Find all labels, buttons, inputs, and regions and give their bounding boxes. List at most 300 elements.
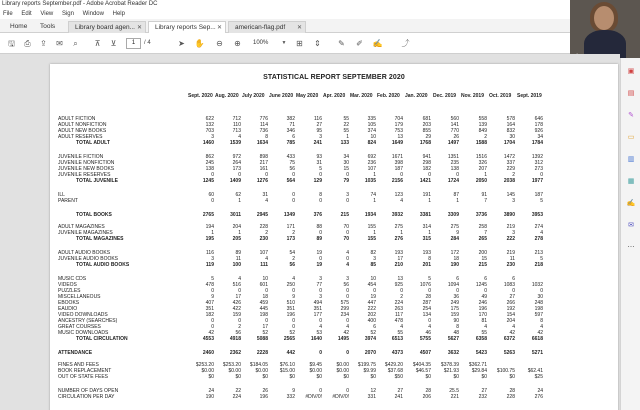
table-cell: 0 bbox=[319, 230, 322, 236]
chevron-down-icon[interactable]: ▼ bbox=[281, 40, 287, 46]
table-cell: $378.39 bbox=[440, 362, 459, 368]
row-label: TOTAL JUVENILE bbox=[76, 178, 118, 184]
table-cell: $25 bbox=[534, 374, 543, 380]
page-total: / 4 bbox=[144, 40, 151, 46]
table-cell: 56 bbox=[289, 262, 295, 268]
table-cell: 182 bbox=[205, 312, 214, 318]
table-cell: 204 bbox=[232, 224, 241, 230]
table-cell: 1032 bbox=[531, 282, 543, 288]
table-cell: 0 bbox=[292, 198, 295, 204]
table-cell: 1934 bbox=[364, 212, 376, 218]
tab-document-library-reports[interactable] bbox=[148, 21, 226, 33]
menu-file[interactable]: File bbox=[3, 11, 13, 17]
table-cell: 27 bbox=[481, 388, 487, 394]
table-cell: $0.00 bbox=[309, 368, 322, 374]
table-cell: 4507 bbox=[419, 350, 431, 356]
table-cell: 558 bbox=[478, 116, 487, 122]
row-label: PARENT bbox=[58, 198, 78, 204]
table-cell: 274 bbox=[534, 224, 543, 230]
table-cell: 177 bbox=[313, 312, 322, 318]
table-cell: 6618 bbox=[531, 336, 543, 342]
more-tools-icon[interactable]: ⋯ bbox=[627, 244, 635, 251]
menu-edit[interactable]: Edit bbox=[21, 11, 32, 17]
search-icon[interactable]: ⌕ bbox=[73, 39, 78, 48]
table-cell: $253.20 bbox=[195, 362, 214, 368]
row-label: ADULT NONFICTION bbox=[58, 122, 107, 128]
month-header: Jan. 2020 bbox=[405, 93, 428, 99]
select-cursor-icon[interactable]: ➤ bbox=[178, 39, 185, 48]
table-cell: 5 bbox=[428, 276, 431, 282]
table-cell: 4 bbox=[428, 324, 431, 330]
table-cell: 11 bbox=[509, 256, 515, 262]
table-cell: 18 bbox=[453, 256, 459, 262]
table-cell: $50 bbox=[394, 374, 403, 380]
table-cell: 175 bbox=[450, 306, 459, 312]
table-cell: 4 bbox=[400, 324, 403, 330]
table-cell: 3890 bbox=[503, 212, 515, 218]
table-cell: 1634 bbox=[256, 140, 268, 146]
table-cell: 4 bbox=[346, 250, 349, 256]
pen-icon[interactable]: ✐ bbox=[356, 39, 363, 48]
report-title: STATISTICAL REPORT SEPTEMBER 2020 bbox=[263, 74, 405, 81]
table-cell: 3 bbox=[319, 294, 322, 300]
row-label: TOTAL MAGAZINES bbox=[76, 236, 124, 242]
row-label: JUVENILE MAGAZINES bbox=[58, 230, 113, 236]
table-cell: $0 bbox=[370, 374, 376, 380]
table-cell: 1588 bbox=[475, 140, 487, 146]
month-header: May 2020 bbox=[296, 93, 319, 99]
table-cell: 138 bbox=[205, 166, 214, 172]
row-label: BOOK REPLACEMENT bbox=[58, 368, 112, 374]
table-cell: $404.35 bbox=[412, 362, 431, 368]
table-cell: 15 bbox=[481, 256, 487, 262]
export-pdf-icon[interactable]: ▣ bbox=[627, 68, 635, 75]
table-cell: 5 bbox=[540, 198, 543, 204]
tab-document-agenda[interactable] bbox=[68, 21, 146, 33]
table-cell: 4 bbox=[292, 276, 295, 282]
table-cell: $0 bbox=[343, 374, 349, 380]
table-cell: 478 bbox=[394, 318, 403, 324]
table-cell: 117 bbox=[395, 312, 403, 318]
table-cell: 3953 bbox=[531, 212, 543, 218]
table-cell: 855 bbox=[422, 128, 431, 134]
table-cell: 258 bbox=[478, 224, 487, 230]
table-cell: 2 bbox=[512, 172, 515, 178]
tab-home[interactable]: Home bbox=[10, 23, 28, 30]
table-cell: 187 bbox=[394, 166, 403, 172]
table-cell: 232 bbox=[478, 394, 487, 400]
table-cell: 19 bbox=[370, 294, 376, 300]
table-cell: 141 bbox=[450, 122, 459, 128]
share-icon[interactable]: ⤴ bbox=[401, 39, 410, 48]
table-cell: 4 bbox=[400, 198, 403, 204]
table-cell: 2 bbox=[400, 294, 403, 300]
row-label: ADULT FICTION bbox=[58, 116, 96, 122]
table-cell: 19 bbox=[316, 262, 322, 268]
month-header: Feb. 2020 bbox=[377, 93, 400, 99]
table-cell: 1035 bbox=[364, 178, 376, 184]
table-cell: 7 bbox=[484, 230, 487, 236]
row-label: TOTAL ADULT bbox=[76, 140, 110, 146]
table-cell: $253.20 bbox=[222, 362, 241, 368]
table-cell: 187 bbox=[534, 192, 543, 198]
zoom-level[interactable]: 100% bbox=[253, 40, 269, 46]
table-cell: 192 bbox=[506, 306, 515, 312]
table-cell: 284 bbox=[450, 236, 459, 242]
fit-page-icon[interactable]: ⊞ bbox=[296, 39, 303, 48]
table-cell: 925 bbox=[394, 282, 403, 288]
right-tools-panel bbox=[620, 58, 640, 410]
table-cell: 1351 bbox=[447, 154, 459, 160]
table-cell: 3309 bbox=[447, 212, 459, 218]
table-cell: 0 bbox=[428, 172, 431, 178]
table-cell: 82 bbox=[370, 250, 376, 256]
table-cell: $15.00 bbox=[279, 368, 295, 374]
row-label: CIRCULATION PER DAY bbox=[58, 394, 115, 400]
email-icon[interactable]: ✉ bbox=[56, 39, 63, 48]
table-cell: 204 bbox=[506, 318, 515, 324]
table-cell: 0 bbox=[265, 318, 268, 324]
table-cell: 22 bbox=[343, 122, 349, 128]
table-cell: 42 bbox=[537, 330, 543, 336]
table-cell: 1460 bbox=[202, 140, 214, 146]
table-cell: 1704 bbox=[503, 140, 515, 146]
table-cell: 28 bbox=[425, 388, 431, 394]
table-cell: 0 bbox=[456, 288, 459, 294]
table-cell: 1245 bbox=[202, 178, 214, 184]
table-cell: 133 bbox=[340, 140, 349, 146]
table-cell: 1276 bbox=[256, 178, 268, 184]
organize-pages-icon[interactable]: ▦ bbox=[627, 178, 635, 185]
table-cell: 196 bbox=[478, 306, 487, 312]
table-cell: 172 bbox=[450, 250, 459, 256]
table-cell: 91 bbox=[481, 192, 487, 198]
table-cell: 4 bbox=[346, 324, 349, 330]
table-cell: 55 bbox=[397, 330, 403, 336]
table-cell: 3632 bbox=[447, 350, 459, 356]
create-pdf-icon[interactable]: ▤ bbox=[627, 90, 635, 97]
table-cell: 235 bbox=[450, 160, 459, 166]
table-cell: 263 bbox=[394, 306, 403, 312]
table-cell: 75 bbox=[289, 160, 295, 166]
table-cell: 564 bbox=[286, 178, 295, 184]
row-label: ILL bbox=[58, 192, 65, 198]
table-cell: 1 bbox=[373, 230, 376, 236]
table-cell: 712 bbox=[232, 116, 241, 122]
month-header: Apr. 2020 bbox=[323, 93, 346, 99]
table-cell: 0 bbox=[428, 288, 431, 294]
zoom-out-icon[interactable]: ⊖ bbox=[216, 39, 223, 48]
table-cell: 0 bbox=[456, 172, 459, 178]
table-cell: 89 bbox=[235, 250, 241, 256]
table-cell: 79 bbox=[343, 178, 349, 184]
table-cell: 222 bbox=[506, 236, 515, 242]
table-cell: 178 bbox=[534, 122, 543, 128]
table-cell: 0 bbox=[211, 198, 214, 204]
table-cell: 36 bbox=[453, 294, 459, 300]
table-cell: 217 bbox=[259, 160, 268, 166]
row-label: OUT OF STATE FEES bbox=[58, 374, 109, 380]
zoom-in-icon[interactable]: ⊕ bbox=[234, 39, 241, 48]
table-cell: 898 bbox=[259, 154, 268, 160]
table-cell: 601 bbox=[259, 282, 268, 288]
table-cell: 24 bbox=[537, 388, 543, 394]
page-number-input[interactable]: 1 bbox=[126, 38, 141, 49]
table-cell: $0 bbox=[208, 374, 214, 380]
table-cell: 3 bbox=[346, 276, 349, 282]
close-icon[interactable]: ✕ bbox=[136, 25, 142, 31]
table-cell: 95 bbox=[316, 128, 322, 134]
table-cell: 1 bbox=[428, 198, 431, 204]
table-cell: 22 bbox=[235, 388, 241, 394]
comment-icon[interactable]: ✎ bbox=[338, 39, 345, 48]
table-cell: 5 bbox=[319, 166, 322, 172]
table-cell: 27 bbox=[397, 388, 403, 394]
menu-help[interactable]: Help bbox=[112, 11, 125, 17]
table-cell: 206 bbox=[422, 394, 431, 400]
table-cell: 692 bbox=[367, 154, 376, 160]
table-cell: 849 bbox=[478, 128, 487, 134]
table-cell: 4 bbox=[540, 324, 543, 330]
table-cell: 3736 bbox=[475, 212, 487, 218]
page-up-icon[interactable]: ⊼ bbox=[94, 39, 101, 48]
table-cell: 266 bbox=[506, 300, 515, 306]
table-cell: 56 bbox=[343, 282, 349, 288]
table-cell: 42 bbox=[509, 330, 515, 336]
table-cell: 230 bbox=[506, 262, 515, 268]
fill-sign-icon[interactable]: ✍ bbox=[626, 200, 636, 207]
table-cell: 2 bbox=[292, 256, 295, 262]
menu-view[interactable]: View bbox=[40, 11, 54, 17]
table-cell: 0 bbox=[346, 318, 349, 324]
table-cell: 1724 bbox=[447, 178, 459, 184]
table-cell: 194 bbox=[205, 224, 214, 230]
row-label: FINES AND FEES bbox=[58, 362, 99, 368]
table-cell: 71 bbox=[289, 122, 295, 128]
tab-label: Library reports Sep... bbox=[155, 24, 216, 31]
table-cell: 0 bbox=[292, 324, 295, 330]
month-header: Aug. 2020 bbox=[215, 93, 239, 99]
table-cell: 2565 bbox=[283, 336, 295, 342]
table-cell: 1784 bbox=[531, 140, 543, 146]
table-cell: $100.75 bbox=[496, 368, 515, 374]
table-cell: 193 bbox=[394, 250, 403, 256]
table-cell: 229 bbox=[506, 166, 515, 172]
row-label: VIDEO DOWNLOADS bbox=[58, 312, 108, 318]
combine-files-icon[interactable]: ▥ bbox=[627, 156, 635, 163]
table-cell: 4 bbox=[346, 262, 349, 268]
table-cell: 1 bbox=[373, 172, 376, 178]
table-cell: 15 bbox=[343, 166, 349, 172]
table-cell: 81 bbox=[481, 318, 487, 324]
table-cell: 13 bbox=[397, 276, 403, 282]
table-cell: $0 bbox=[235, 374, 241, 380]
table-cell: 776 bbox=[259, 116, 268, 122]
table-cell: 264 bbox=[232, 160, 241, 166]
table-cell: 159 bbox=[232, 312, 241, 318]
table-cell: 0 bbox=[346, 288, 349, 294]
table-cell: 312 bbox=[534, 160, 543, 166]
table-cell: 31 bbox=[316, 160, 322, 166]
table-cell: 132 bbox=[205, 122, 214, 128]
table-cell: 154 bbox=[506, 312, 515, 318]
table-cell: 3974 bbox=[364, 336, 376, 342]
table-cell: 89 bbox=[316, 236, 322, 242]
table-cell: 1 bbox=[400, 230, 403, 236]
table-cell: 55 bbox=[343, 128, 349, 134]
table-cell: 1245 bbox=[475, 282, 487, 288]
table-cell: 433 bbox=[286, 154, 295, 160]
table-cell: 1649 bbox=[391, 140, 403, 146]
menu-window[interactable]: Window bbox=[82, 11, 104, 17]
month-header: Sept. 2020 bbox=[188, 93, 213, 99]
table-cell: 398 bbox=[394, 160, 403, 166]
close-icon[interactable]: ✕ bbox=[216, 25, 222, 31]
table-cell: 9 bbox=[292, 294, 295, 300]
table-cell: 1516 bbox=[475, 154, 487, 160]
edit-pdf-icon[interactable]: ✎ bbox=[628, 112, 634, 119]
row-label: PUZZLES bbox=[58, 288, 81, 294]
row-label: MISCELLANEOUS bbox=[58, 294, 101, 300]
table-cell: 173 bbox=[286, 236, 295, 242]
table-cell: 351 bbox=[286, 306, 295, 312]
table-cell: $199.75 bbox=[357, 362, 376, 368]
table-cell: 29 bbox=[425, 134, 431, 140]
table-cell: 8 bbox=[540, 318, 543, 324]
table-cell: 753 bbox=[394, 128, 403, 134]
table-cell: 0 bbox=[512, 288, 515, 294]
table-cell: 832 bbox=[506, 128, 515, 134]
table-cell: 299 bbox=[340, 306, 349, 312]
table-cell: 25.5 bbox=[449, 388, 459, 394]
table-cell: 13 bbox=[397, 134, 403, 140]
table-cell: 0 bbox=[346, 198, 349, 204]
table-cell: 119 bbox=[205, 262, 214, 268]
table-cell: 5088 bbox=[256, 336, 268, 342]
table-cell: 53 bbox=[316, 330, 322, 336]
table-cell: 0 bbox=[540, 288, 543, 294]
table-cell: 2945 bbox=[256, 212, 268, 218]
table-cell: 0 bbox=[211, 172, 214, 178]
table-cell: 6 bbox=[484, 276, 487, 282]
table-cell: 442 bbox=[286, 350, 295, 356]
table-cell: 10 bbox=[370, 134, 376, 140]
table-cell: 9 bbox=[456, 230, 459, 236]
table-cell: 972 bbox=[232, 154, 241, 160]
table-cell: 139 bbox=[478, 122, 487, 128]
table-cell: 155 bbox=[367, 224, 376, 230]
table-cell: 213 bbox=[534, 250, 543, 256]
table-cell: 114 bbox=[260, 122, 268, 128]
table-cell: 196 bbox=[259, 394, 268, 400]
pdf-page bbox=[50, 64, 618, 410]
table-cell: 3 bbox=[512, 198, 515, 204]
table-cell: 173 bbox=[232, 166, 241, 172]
month-header: Dec. 2019 bbox=[433, 93, 457, 99]
table-cell: 3 bbox=[373, 256, 376, 262]
table-cell: $62.41 bbox=[527, 368, 543, 374]
print-icon[interactable]: ⎙ bbox=[24, 39, 31, 48]
table-cell: 1 bbox=[211, 230, 214, 236]
tab-document-american-flag[interactable] bbox=[228, 21, 306, 33]
table-cell: 218 bbox=[534, 262, 543, 268]
table-cell: 681 bbox=[422, 116, 431, 122]
table-cell: 374 bbox=[367, 128, 376, 134]
table-cell: #DIV/0! bbox=[305, 394, 322, 400]
table-cell: 18 bbox=[262, 294, 268, 300]
table-cell: 422 bbox=[232, 306, 241, 312]
table-cell: 0 bbox=[319, 388, 322, 394]
menu-sign[interactable]: Sign bbox=[61, 11, 74, 17]
table-cell: 236 bbox=[367, 160, 376, 166]
table-cell: 161 bbox=[259, 166, 268, 172]
upload-icon[interactable]: ⇪ bbox=[40, 39, 47, 48]
table-cell: 215 bbox=[478, 262, 487, 268]
table-cell: 0 bbox=[428, 318, 431, 324]
sign-icon[interactable]: ✍ bbox=[372, 39, 383, 48]
table-cell: 4 bbox=[238, 134, 241, 140]
row-label: TOTAL BOOKS bbox=[76, 212, 112, 218]
table-cell: $0 bbox=[262, 374, 268, 380]
table-cell: 785 bbox=[286, 140, 295, 146]
table-cell: $429.20 bbox=[384, 362, 403, 368]
table-cell: 0 bbox=[346, 230, 349, 236]
table-cell: 2 bbox=[265, 230, 268, 236]
table-cell: 332 bbox=[286, 394, 295, 400]
row-label: JUVENILE RESERVES bbox=[58, 172, 111, 178]
document-viewer[interactable] bbox=[0, 54, 620, 410]
tab-bar bbox=[0, 19, 570, 33]
hand-icon[interactable]: ✋ bbox=[194, 39, 205, 48]
table-cell: 1768 bbox=[419, 140, 431, 146]
table-cell: 5 bbox=[211, 276, 214, 282]
table-cell: 5263 bbox=[503, 350, 515, 356]
table-cell: 2 bbox=[238, 324, 241, 330]
tab-tools[interactable]: Tools bbox=[40, 23, 56, 30]
comment-tool-icon[interactable]: ▭ bbox=[627, 134, 635, 141]
table-cell: 12 bbox=[370, 388, 376, 394]
send-for-signature-icon[interactable]: ✉ bbox=[628, 222, 634, 229]
table-cell: 0 bbox=[292, 288, 295, 294]
table-cell: 0 bbox=[319, 172, 322, 178]
table-cell: 1 bbox=[238, 230, 241, 236]
table-cell: 5627 bbox=[447, 336, 459, 342]
toolbar bbox=[0, 33, 570, 54]
table-cell: 265 bbox=[478, 236, 487, 242]
table-cell: 326 bbox=[478, 160, 487, 166]
table-cell: 17 bbox=[235, 294, 241, 300]
table-cell: 646 bbox=[534, 116, 543, 122]
table-cell: 1 bbox=[373, 198, 376, 204]
table-cell: 34 bbox=[537, 134, 543, 140]
table-cell: 1 bbox=[238, 198, 241, 204]
table-cell: 0 bbox=[346, 172, 349, 178]
table-cell: 376 bbox=[313, 212, 322, 218]
scroll-mode-icon[interactable]: ⇕ bbox=[314, 39, 321, 48]
table-cell: 1539 bbox=[229, 140, 241, 146]
table-cell: 198 bbox=[534, 306, 543, 312]
table-cell: 56 bbox=[235, 330, 241, 336]
page-down-icon[interactable]: ⊻ bbox=[110, 39, 117, 48]
table-cell: 28 bbox=[509, 388, 515, 394]
month-header: Mar. 2020 bbox=[350, 93, 373, 99]
close-icon[interactable]: ✕ bbox=[296, 25, 302, 31]
save-icon[interactable]: 🖫 bbox=[8, 39, 15, 48]
table-cell: 10 bbox=[262, 276, 268, 282]
table-cell: 74 bbox=[370, 192, 376, 198]
table-cell: 278 bbox=[534, 236, 543, 242]
row-label: ADULT MAGAZINES bbox=[58, 224, 105, 230]
